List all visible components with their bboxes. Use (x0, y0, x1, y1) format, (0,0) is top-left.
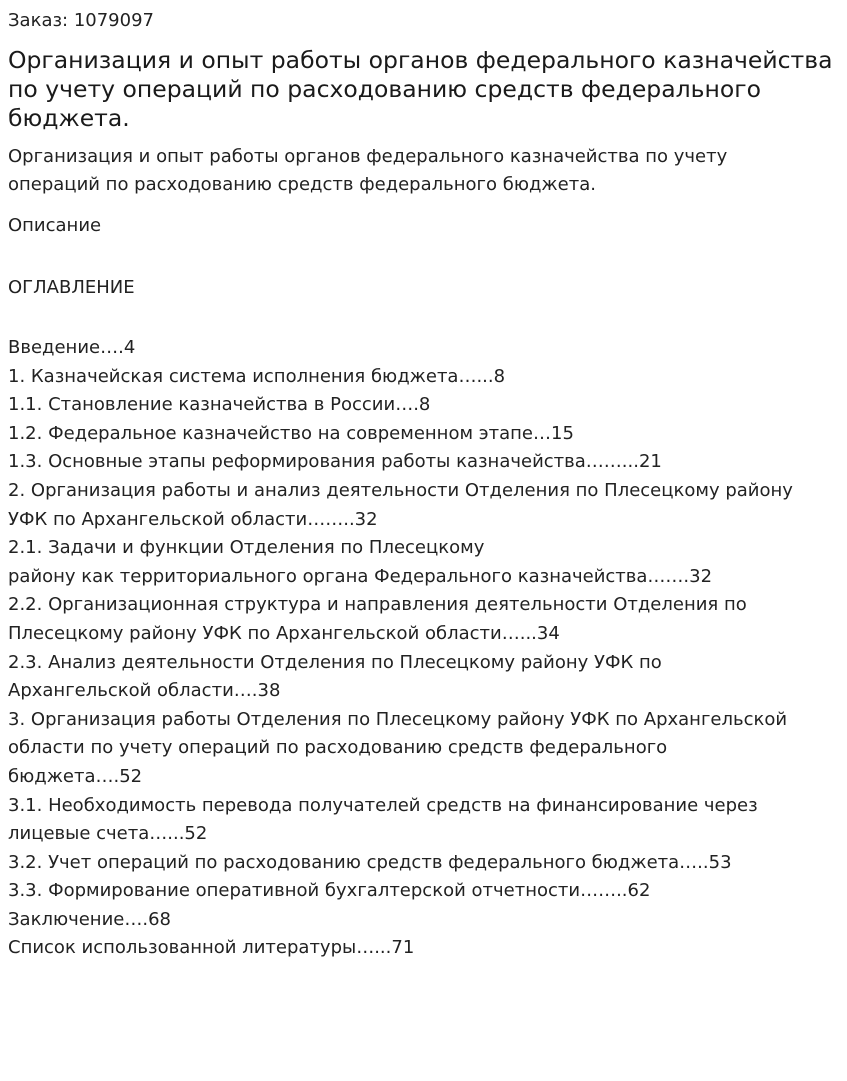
order-number: Заказ: 1079097 (8, 10, 154, 31)
toc-entry: Заключение….68 (8, 908, 171, 930)
toc-entry: району как территориального органа Федерального казначейства…….32 (8, 565, 713, 587)
toc-entry: лицевые счета…...52 (8, 823, 208, 845)
subtitle-line: операций по расходованию средств федерального бюджета. (8, 174, 596, 195)
toc-heading: ОГЛАВЛЕНИЕ (8, 277, 135, 298)
document-page (8, 0, 839, 963)
toc-entry: Плесецкому району УФК по Архангельской области…...34 (8, 622, 560, 644)
toc-entry: Введение….4 (8, 337, 136, 358)
toc-entry: 3.3. Формирование оперативной бухгалтерской отчетности……..62 (8, 880, 651, 902)
toc-entry: 1. Казначейская система исполнения бюджета…...8 (8, 365, 506, 387)
toc-entry: УФК по Архангельской области……..32 (8, 508, 378, 530)
toc-entry: 1.3. Основные этапы реформирования работы казначейства……...21 (8, 451, 662, 473)
toc-entry: Архангельской области….38 (8, 680, 281, 702)
table-of-contents (8, 334, 839, 963)
toc-entry: 2. Организация работы и анализ деятельности Отделения по Плесецкому району (8, 479, 793, 501)
subtitle (8, 143, 839, 199)
toc-entry: 3. Организация работы Отделения по Плесецкому району УФК по Архангельской (8, 708, 788, 730)
subtitle-line: Организация и опыт работы органов федерального казначейства по учету (8, 146, 728, 167)
toc-entry: Список использованной литературы…...71 (8, 937, 415, 959)
description-heading: Описание (8, 215, 102, 236)
toc-entry: 2.2. Организационная структура и направления деятельности Отделения по (8, 594, 747, 616)
toc-entry: бюджета….52 (8, 765, 143, 787)
page-title: Организация и опыт работы органов федерального казначейства по учету операций по расходованию средств федерального бюджета. (8, 46, 833, 132)
toc-entry: 3.1. Необходимость перевода получателей средств на финансирование через (8, 794, 758, 816)
toc-entry: 1.2. Федеральное казначейство на современном этапе…15 (8, 422, 574, 444)
toc-entry: 2.1. Задачи и функции Отделения по Плесецкому (8, 537, 485, 559)
toc-entry: 2.3. Анализ деятельности Отделения по Плесецкому району УФК по (8, 651, 662, 673)
toc-entry: 1.1. Становление казначейства в России….8 (8, 394, 431, 416)
toc-entry: области по учету операций по расходованию средств федерального (8, 737, 668, 759)
toc-entry: 3.2. Учет операций по расходованию средств федерального бюджета…..53 (8, 851, 732, 873)
